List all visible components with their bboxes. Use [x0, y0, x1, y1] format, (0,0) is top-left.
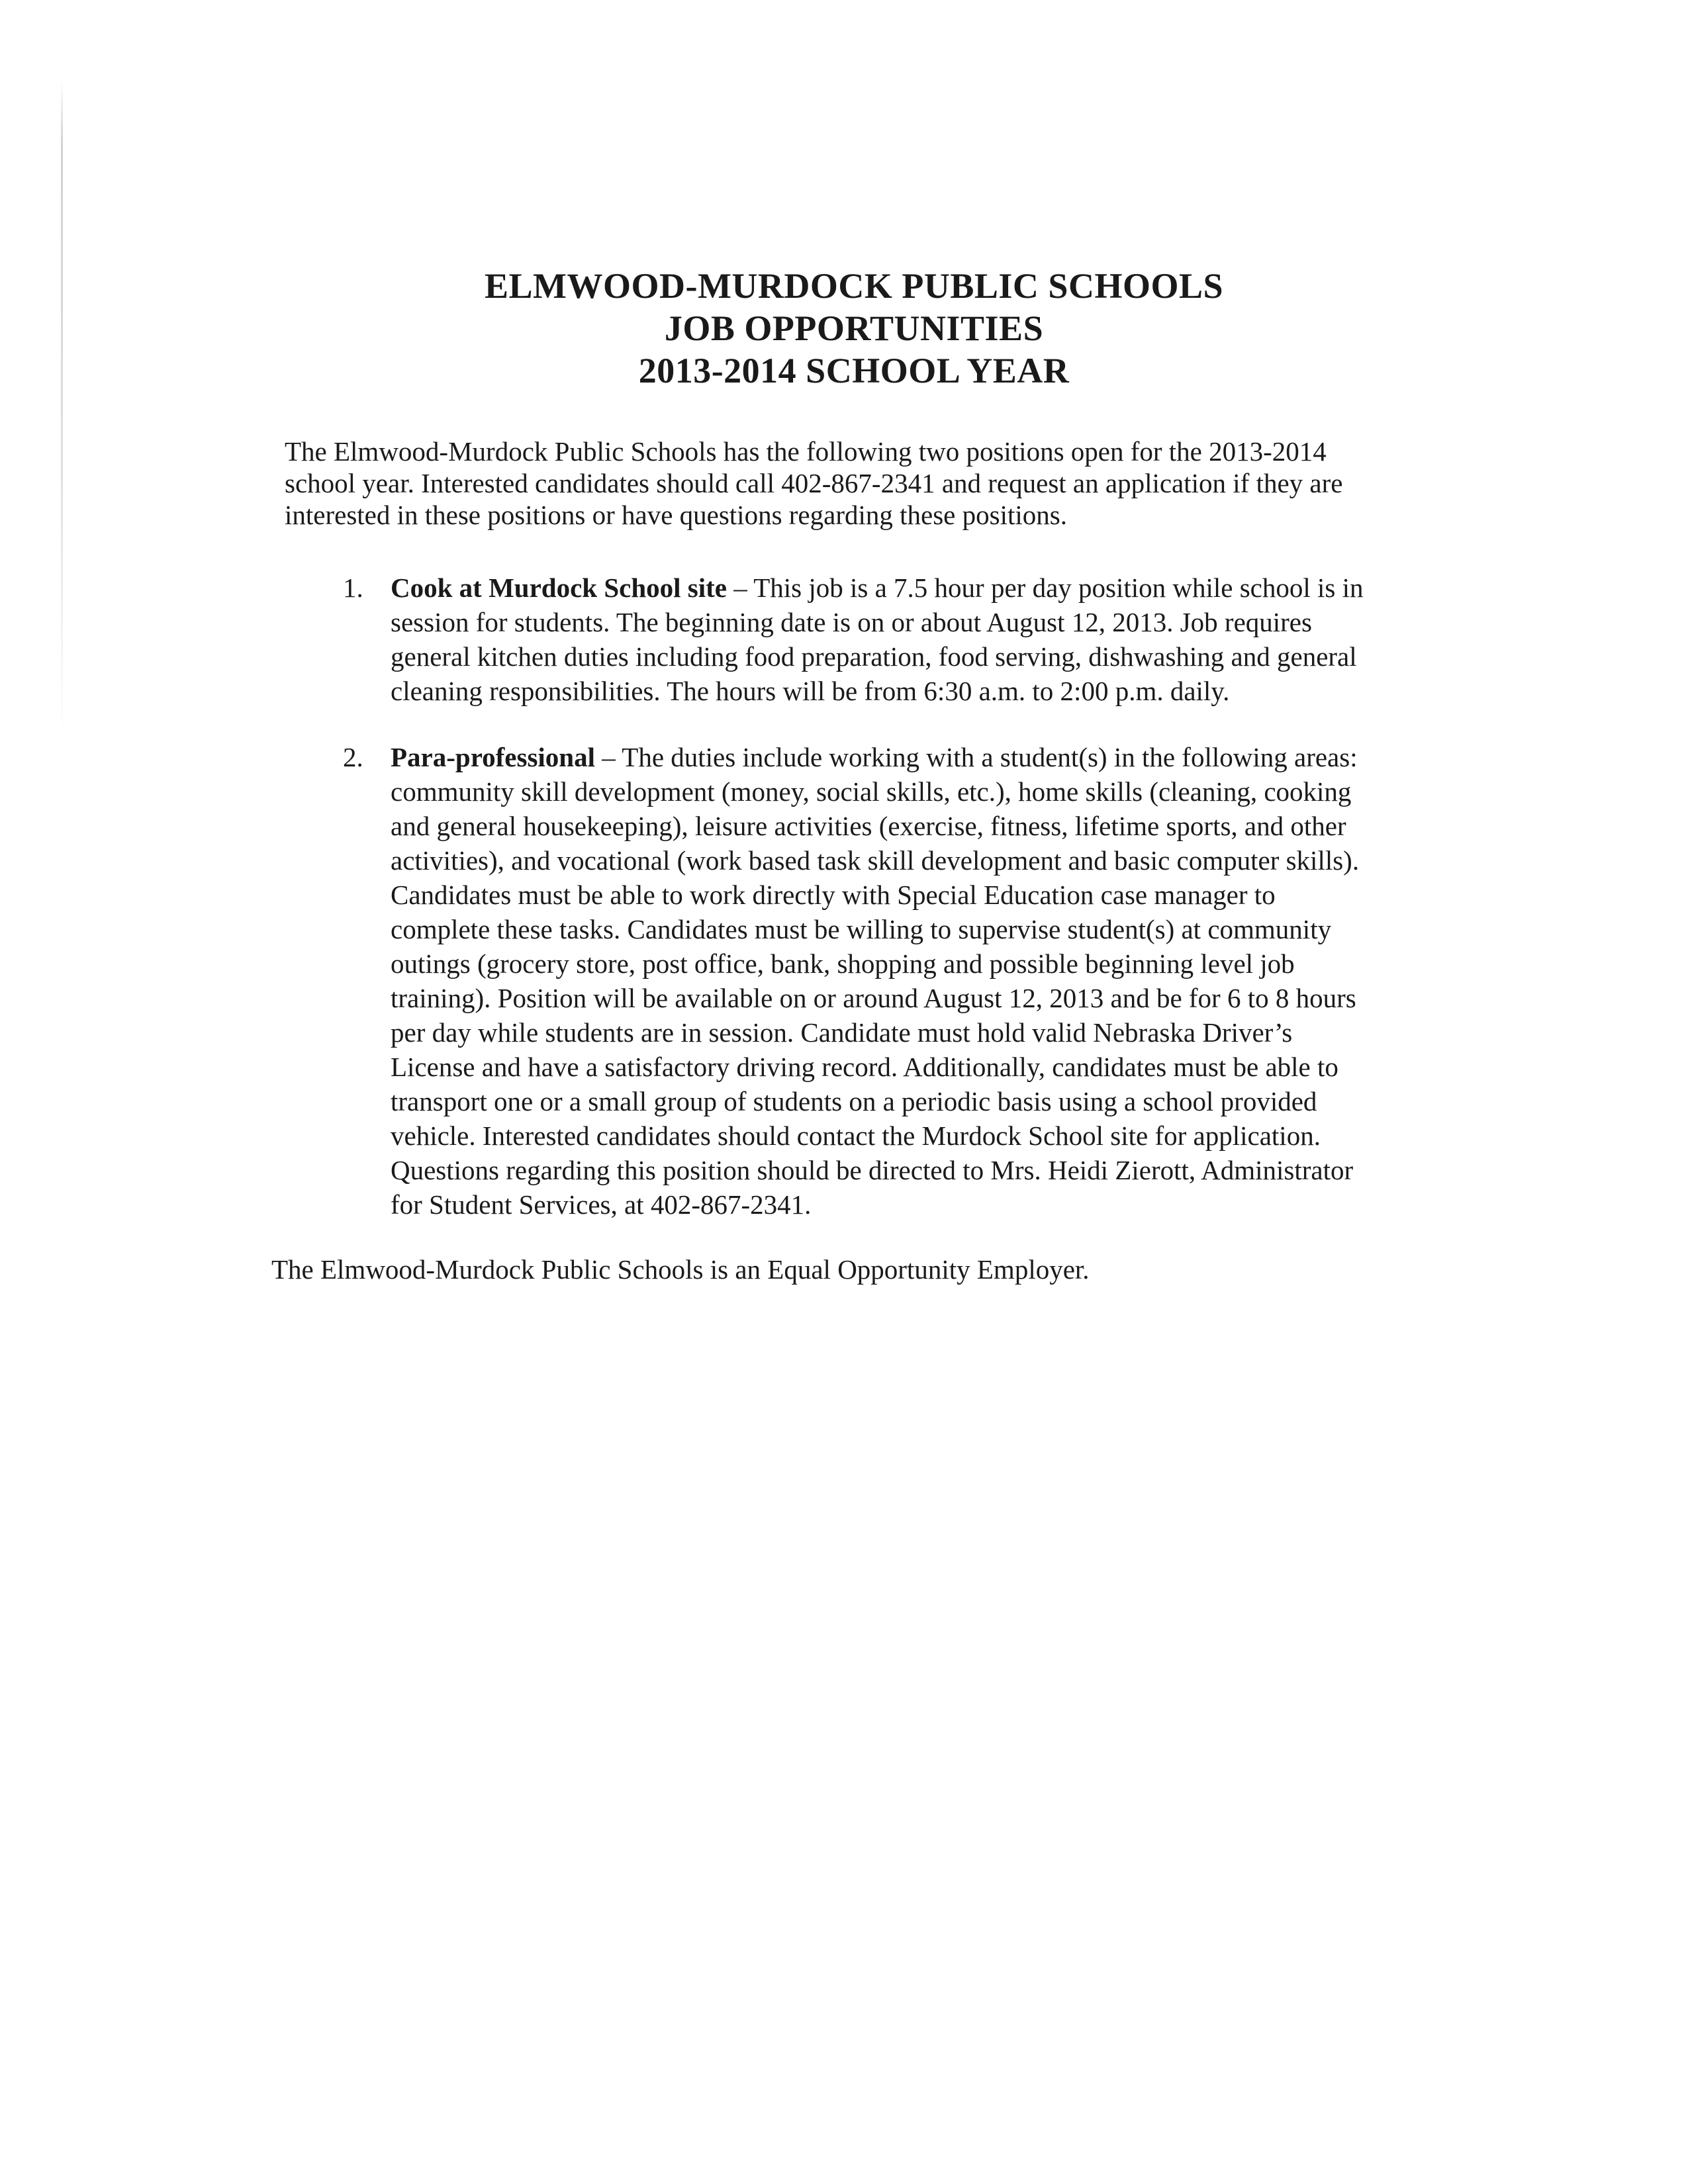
position-description: The duties include working with a student(s) in the following areas: community skill development (money, social skills, etc.), home skills (cleaning, cooking and general housekeeping), leisure activities (exercise, fitness, lifetime sports, and other activities), and vocational (work based task skill development and basic computer skills). Candidates must be able to work directly with Special Education case manager to complete these tasks. Candidates must be willing to supervise student(s) at community outings (grocery store, post office, bank, shopping and possible beginning level job training). Position will be available on or around August 12, 2013 and be for 6 to 8 hours per day while students are in session. Candidate must hold valid Nebraska Driver’s License and have a satisfactory driving record. Additionally, candidates must be able to transport one or a small group of students on a periodic basis using a school provided vehicle. Interested candidates should contact the Murdock School site for application. Questions regarding this position should be directed to Mrs. Heidi Zierott, Administrator for Student Services, at 402-867-2341.: [391, 742, 1360, 1220]
title-line-district: ELMWOOD-MURDOCK PUBLIC SCHOOLS: [484, 266, 1224, 306]
position-title: Cook at Murdock School site: [391, 572, 727, 603]
position-separator: –: [595, 742, 622, 772]
position-title: Para-professional: [391, 742, 596, 772]
position-item-para-professional: [285, 740, 1370, 1222]
title-line-opportunities: JOB OPPORTUNITIES: [664, 308, 1044, 348]
equal-opportunity-statement: The Elmwood-Murdock Public Schools is an Equal Opportunity Employer.: [271, 1254, 1090, 1285]
position-description: This job is a 7.5 hour per day position while school is in session for students. The beginning date is on or about August 12, 2013. Job requires general kitchen duties including food preparation, food serving, dishwashing and general cleaning responsibilities. The hours will be from 6:30 a.m. to 2:00 p.m. daily.: [391, 572, 1364, 706]
position-separator: –: [726, 572, 754, 603]
document-title: [285, 265, 1423, 392]
position-item-cook: [285, 570, 1370, 708]
document-page: [271, 265, 1423, 1312]
positions-list: [285, 570, 1423, 1222]
scan-edge-shadow: [61, 79, 63, 741]
intro-paragraph: The Elmwood-Murdock Public Schools has the following two positions open for the 2013-2014 school year. Interested candidates should call 402-867-2341 and request an application if they are interested in these positions or have questions regarding these positions.: [285, 436, 1343, 530]
title-line-school-year: 2013-2014 SCHOOL YEAR: [638, 351, 1070, 390]
position-number: 1.: [343, 572, 363, 603]
position-number: 2.: [343, 742, 363, 772]
